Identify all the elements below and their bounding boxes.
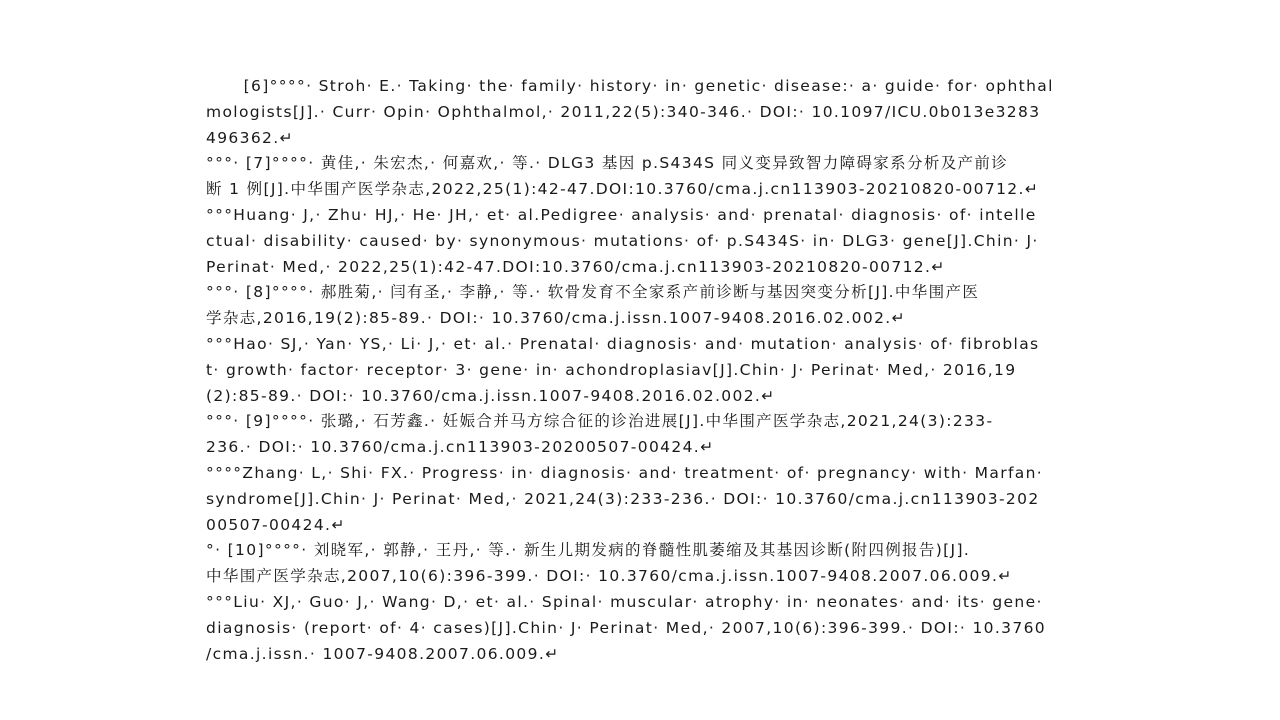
ref-9-en-line-1[interactable]: °°°°Zhang· L,· Shi· FX.· Progress· in· diagnosis· and· treatment· of· pregnancy· with· Marfan· <box>206 463 1044 482</box>
ref-10-en-line-1[interactable]: °°°Liu· XJ,· Guo· J,· Wang· D,· et· al.· Spinal· muscular· atrophy· in· neonates· and· its· gene· <box>206 592 1043 611</box>
ref-7-en-line-1[interactable]: °°°Huang· J,· Zhu· HJ,· He· JH,· et· al.Pedigree· analysis· and· prenatal· diagnosis· of· intelle <box>206 205 1037 224</box>
ref-10-cn-line-2[interactable]: 中华围产医学杂志,2007,10(6):396-399.· DOI:· 10.3760/cma.j.issn.1007-9408.2007.06.009.↵ <box>206 567 1013 586</box>
ref-10-en-line-2[interactable]: diagnosis· (report· of· 4· cases)[J].Chin· J· Perinat· Med,· 2007,10(6):396-399.· DOI:· 10.3760 <box>206 618 1046 637</box>
ref-8-en-line-1[interactable]: °°°Hao· SJ,· Yan· YS,· Li· J,· et· al.· Prenatal· diagnosis· and· mutation· analysis· of· fibroblas <box>206 334 1040 353</box>
ref-7-en-line-3[interactable]: Perinat· Med,· 2022,25(1):42-47.DOI:10.3760/cma.j.cn113903-20210820-00712.↵ <box>206 257 946 276</box>
ref-10-cn-line-1[interactable]: °· [10]°°°°· 刘晓军,· 郭静,· 王丹,· 等.· 新生儿期发病的脊髓性肌萎缩及其基因诊断(附四例报告)[J]. <box>206 541 971 560</box>
ref-6-line-2[interactable]: mologists[J].· Curr· Opin· Ophthalmol,· 2011,22(5):340-346.· DOI:· 10.1097/ICU.0b013e3283 <box>206 102 1041 121</box>
ref-6-line-3[interactable]: 496362.↵ <box>206 128 294 147</box>
document-page <box>206 74 1072 667</box>
ref-8-en-line-3[interactable]: (2):85-89.· DOI:· 10.3760/cma.j.issn.1007-9408.2016.02.002.↵ <box>206 386 776 405</box>
ref-7-cn-line-1[interactable]: °°°· [7]°°°°· 黄佳,· 朱宏杰,· 何嘉欢,· 等.· DLG3 基因 p.S434S 同义变异致智力障碍家系分析及产前诊 <box>206 154 1009 173</box>
ref-9-en-line-3[interactable]: 00507-00424.↵ <box>206 515 346 534</box>
ref-7-en-line-2[interactable]: ctual· disability· caused· by· synonymous· mutations· of· p.S434S· in· DLG3· gene[J].Chin· J· <box>206 231 1039 250</box>
ref-8-cn-line-2[interactable]: 学杂志,2016,19(2):85-89.· DOI:· 10.3760/cma.j.issn.1007-9408.2016.02.002.↵ <box>206 309 906 328</box>
ref-8-cn-line-1[interactable]: °°°· [8]°°°°· 郝胜菊,· 闫有圣,· 李静,· 等.· 软骨发育不全家系产前诊断与基因突变分析[J].中华围产医 <box>206 283 980 302</box>
ref-8-en-line-2[interactable]: t· growth· factor· receptor· 3· gene· in· achondroplasiav[J].Chin· J· Perinat· Med,· 2016,19 <box>206 360 1017 379</box>
ref-10-en-line-3[interactable]: /cma.j.issn.· 1007-9408.2007.06.009.↵ <box>206 644 560 663</box>
ref-6-line-1[interactable]: [6]°°°°· Stroh· E.· Taking· the· family· history· in· genetic· disease:· a· guide· for· ophthal <box>206 77 1054 95</box>
ref-9-en-line-2[interactable]: syndrome[J].Chin· J· Perinat· Med,· 2021,24(3):233-236.· DOI:· 10.3760/cma.j.cn113903-202 <box>206 489 1040 508</box>
ref-7-cn-line-2[interactable]: 断 1 例[J].中华围产医学杂志,2022,25(1):42-47.DOI:10.3760/cma.j.cn113903-20210820-00712.↵ <box>206 180 1040 199</box>
ref-9-cn-line-2[interactable]: 236.· DOI:· 10.3760/cma.j.cn113903-20200507-00424.↵ <box>206 438 715 457</box>
ref-9-cn-line-1[interactable]: °°°· [9]°°°°· 张璐,· 石芳鑫.· 妊娠合并马方综合征的诊治进展[J].中华围产医学杂志,2021,24(3):233- <box>206 412 994 431</box>
